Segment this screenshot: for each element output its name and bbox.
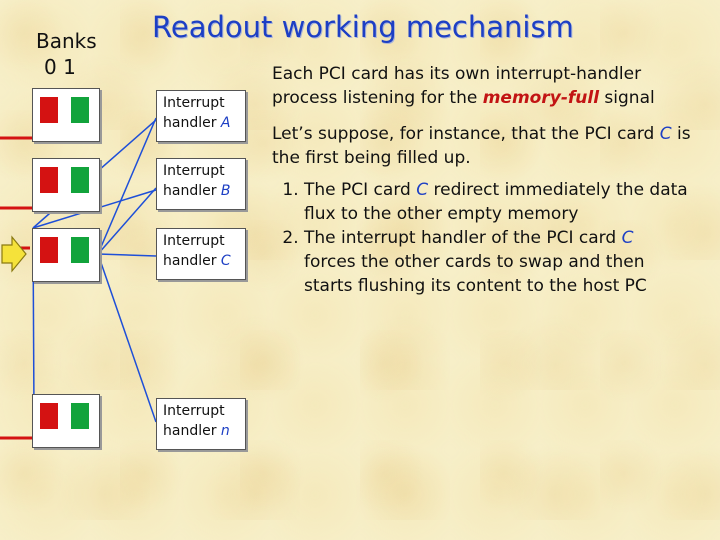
- intro-paragraph: [272, 62, 702, 110]
- card-c-label: C: [416, 180, 429, 200]
- pci-card-n: [32, 394, 100, 448]
- handler-label: Interrupt handler: [163, 233, 225, 269]
- handler-id: B: [220, 183, 231, 199]
- pci-card-b: [32, 158, 100, 212]
- handler-label: Interrupt handler: [163, 95, 225, 131]
- interrupt-handler-n: [156, 398, 246, 450]
- card-c-label: C: [659, 124, 672, 144]
- memory-bank-1: [71, 403, 89, 429]
- step-before: The interrupt handler of the PCI card: [304, 228, 622, 248]
- memory-bank-0: [40, 403, 58, 429]
- pci-card-c: [32, 228, 100, 282]
- suppose-paragraph: [272, 122, 702, 170]
- step-after: redirect immediately the data flux to the other empty memory: [304, 180, 688, 224]
- suppose-after: is the first being filled up.: [272, 124, 691, 168]
- handler-id: A: [220, 115, 231, 131]
- interrupt-line-b: [98, 188, 156, 254]
- step-before: The PCI card: [304, 180, 417, 200]
- handler-id: n: [220, 423, 230, 439]
- suppose-before: Let’s suppose, for instance, that the PCI card: [272, 124, 660, 144]
- memory-full-highlight: memory-full: [482, 88, 600, 108]
- interrupt-line-n: [98, 254, 156, 422]
- handler-label: Interrupt handler: [163, 163, 225, 199]
- interrupt-line-c: [98, 254, 156, 256]
- step-after: forces the other cards to swap and then starts flushing its content to the host PC: [304, 252, 647, 296]
- memory-bank-0: [40, 237, 58, 263]
- handler-id: C: [220, 253, 231, 269]
- yellow-arrow-icon: [2, 237, 26, 271]
- memory-bank-1: [71, 237, 89, 263]
- intro-before: Each PCI card has its own interrupt-handler process listening for the: [272, 64, 642, 108]
- intro-after: signal: [599, 88, 655, 108]
- memory-bank-1: [71, 97, 89, 123]
- card-c-label: C: [621, 228, 634, 248]
- banks-label: [36, 28, 97, 80]
- memory-bank-0: [40, 97, 58, 123]
- interrupt-line-a: [98, 118, 156, 254]
- page-title: Readout working mechanism: [152, 10, 574, 44]
- step-item: [304, 178, 688, 226]
- interrupt-handler-a: [156, 90, 246, 142]
- interrupt-handler-b: [156, 158, 246, 210]
- pci-card-a: [32, 88, 100, 142]
- banks-numbers: 0 1: [44, 55, 76, 79]
- interrupt-handler-c: [156, 228, 246, 280]
- handler-label: Interrupt handler: [163, 403, 225, 439]
- steps-list: [266, 178, 688, 298]
- memory-bank-0: [40, 167, 58, 193]
- banks-title: Banks: [36, 29, 97, 53]
- step-item: [304, 226, 688, 298]
- memory-bank-1: [71, 167, 89, 193]
